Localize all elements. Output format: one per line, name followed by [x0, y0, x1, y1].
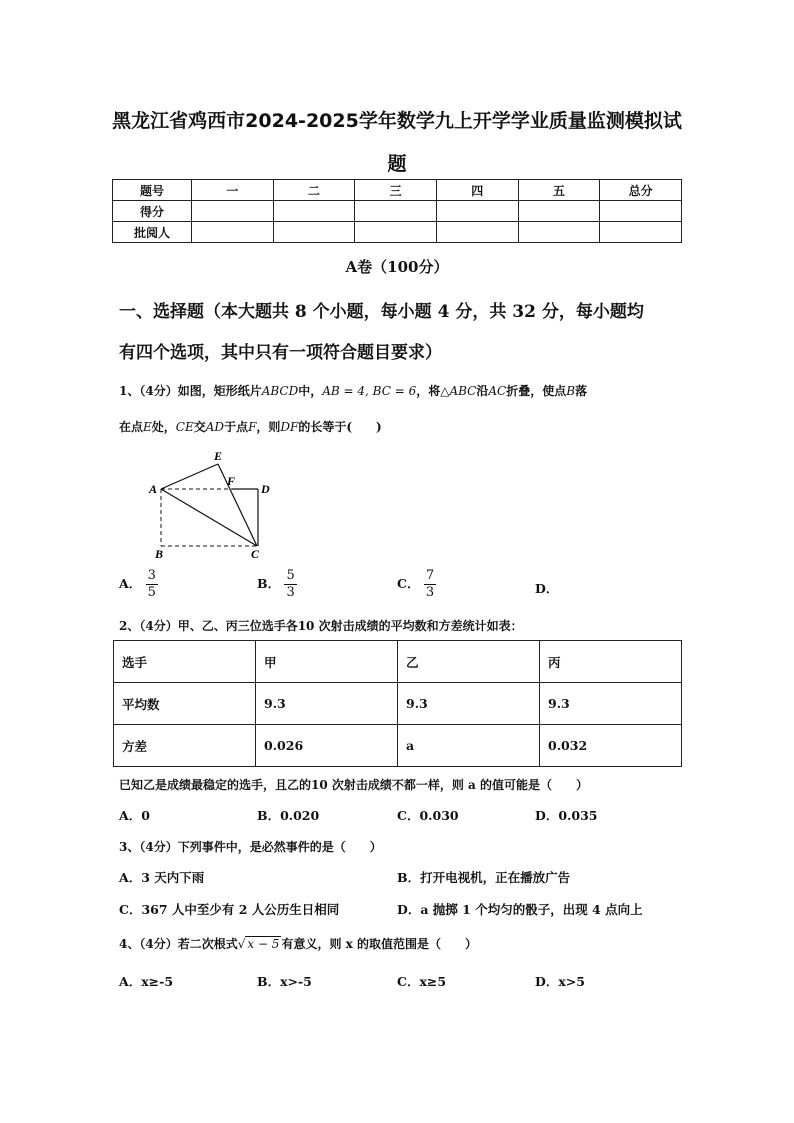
question-1-line1: 1、（4分）如图，矩形纸片ABCD中，AB = 4, BC = 6，将△ABC沿AC折叠，使点B落 — [119, 384, 588, 398]
q2-option-d[interactable]: D．0.035 — [535, 808, 598, 823]
question-3-stem: 3、（4分）下列事件中，是必然事件的是（ ） — [119, 840, 382, 854]
q1-option-d[interactable]: D． — [535, 581, 559, 596]
question-2-stem: 2、（4分）甲、乙、丙三位选手各10 次射击成绩的平均数和方差统计如表： — [119, 619, 523, 633]
score-entry-cell[interactable] — [192, 201, 274, 222]
q2-option-b[interactable]: B．0.020 — [257, 808, 320, 823]
label-d: D — [261, 482, 270, 496]
cell: 9.3 — [398, 683, 540, 725]
label-e: E — [214, 449, 223, 463]
label-f: F — [227, 474, 236, 488]
q2-option-c[interactable]: C．0.030 — [397, 808, 459, 823]
cell: 批阅人 — [113, 222, 192, 243]
segment-ec — [218, 464, 257, 546]
cell: 五 — [518, 180, 600, 201]
q2-option-a[interactable]: A．0 — [119, 808, 150, 823]
cell: 0.026 — [256, 725, 398, 767]
cell: 得分 — [113, 201, 192, 222]
reviewer-entry-cell[interactable] — [355, 222, 437, 243]
label-a: A — [149, 482, 158, 496]
score-row — [113, 201, 682, 222]
document-title-line1: 黑龙江省鸡西市2024-2025学年数学九上开学学业质量监测模拟试 — [112, 110, 682, 132]
q3-option-b[interactable]: B．打开电视机，正在播放广告 — [397, 870, 571, 885]
cell: 总分 — [600, 180, 682, 201]
segment-ac — [161, 489, 257, 546]
cell: 平均数 — [114, 683, 256, 725]
q1-option-a[interactable]: A． $\frac{3}{5}$ — [119, 568, 156, 600]
cell: 题号 — [113, 180, 192, 201]
q4-option-a[interactable]: A．x≥-5 — [119, 974, 174, 989]
score-entry-cell[interactable] — [436, 201, 518, 222]
reviewer-entry-cell[interactable] — [273, 222, 355, 243]
cell: a — [398, 725, 540, 767]
reviewer-entry-cell[interactable] — [600, 222, 682, 243]
cell: 一 — [192, 180, 274, 201]
q4-option-c[interactable]: C．x≥5 — [397, 974, 447, 989]
q4-option-d[interactable]: D．x>5 — [535, 974, 585, 989]
q3-option-d[interactable]: D．a 抛掷 1 个均匀的骰子，出现 4 点向上 — [397, 902, 643, 917]
cell: 9.3 — [256, 683, 398, 725]
cell: 方差 — [114, 725, 256, 767]
reviewer-entry-cell[interactable] — [518, 222, 600, 243]
section-heading-line1: 一、选择题（本大题共 8 个小题，每小题 4 分，共 32 分，每小题均 — [119, 302, 644, 322]
q3-option-c[interactable]: C．367 人中至少有 2 人公历生日相同 — [119, 902, 340, 917]
score-entry-cell[interactable] — [273, 201, 355, 222]
cell: 9.3 — [540, 683, 682, 725]
reviewer-row — [113, 222, 682, 243]
reviewer-entry-cell[interactable] — [192, 222, 274, 243]
rectangle-fold-figure — [140, 448, 280, 560]
cell: 选手 — [114, 641, 256, 683]
cell: 四 — [436, 180, 518, 201]
question-4-stem: 4、（4分）若二次根式√ x − 5 有意义，则 x 的取值范围是（ ） — [119, 937, 477, 951]
square-root-expression: √ x − 5 — [237, 937, 280, 951]
shooting-stats-table — [113, 640, 682, 767]
question-2-condition: 已知乙是成绩最稳定的选手，且乙的10 次射击成绩不都一样，则 a 的值可能是（ ） — [119, 778, 589, 792]
document-title-line2: 题 — [387, 153, 407, 175]
q1-option-c[interactable]: C． $\frac{7}{3}$ — [397, 568, 435, 600]
table-row — [114, 683, 682, 725]
table-row — [114, 641, 682, 683]
cell: 甲 — [256, 641, 398, 683]
reviewer-entry-cell[interactable] — [436, 222, 518, 243]
section-heading-line2: 有四个选项，其中只有一项符合题目要求） — [119, 343, 442, 363]
cell: 丙 — [540, 641, 682, 683]
q1-option-b[interactable]: B． $\frac{5}{3}$ — [257, 568, 295, 600]
q3-option-a[interactable]: A．3 天内下雨 — [119, 870, 205, 885]
paper-a-heading: A卷（100分） — [345, 258, 449, 276]
label-b: B — [155, 547, 164, 560]
segment-ae — [161, 464, 218, 489]
table-row — [114, 725, 682, 767]
cell: 二 — [273, 180, 355, 201]
score-table-header — [113, 180, 682, 201]
score-entry-cell[interactable] — [600, 201, 682, 222]
cell: 三 — [355, 180, 437, 201]
score-entry-cell[interactable] — [518, 201, 600, 222]
cell: 0.032 — [540, 725, 682, 767]
label-c: C — [251, 547, 260, 560]
q4-option-b[interactable]: B．x>-5 — [257, 974, 312, 989]
cell: 乙 — [398, 641, 540, 683]
score-entry-cell[interactable] — [355, 201, 437, 222]
score-table — [112, 179, 682, 243]
question-1-line2: 在点E处，CE交AD于点F，则DF的长等于( ) — [119, 420, 382, 434]
